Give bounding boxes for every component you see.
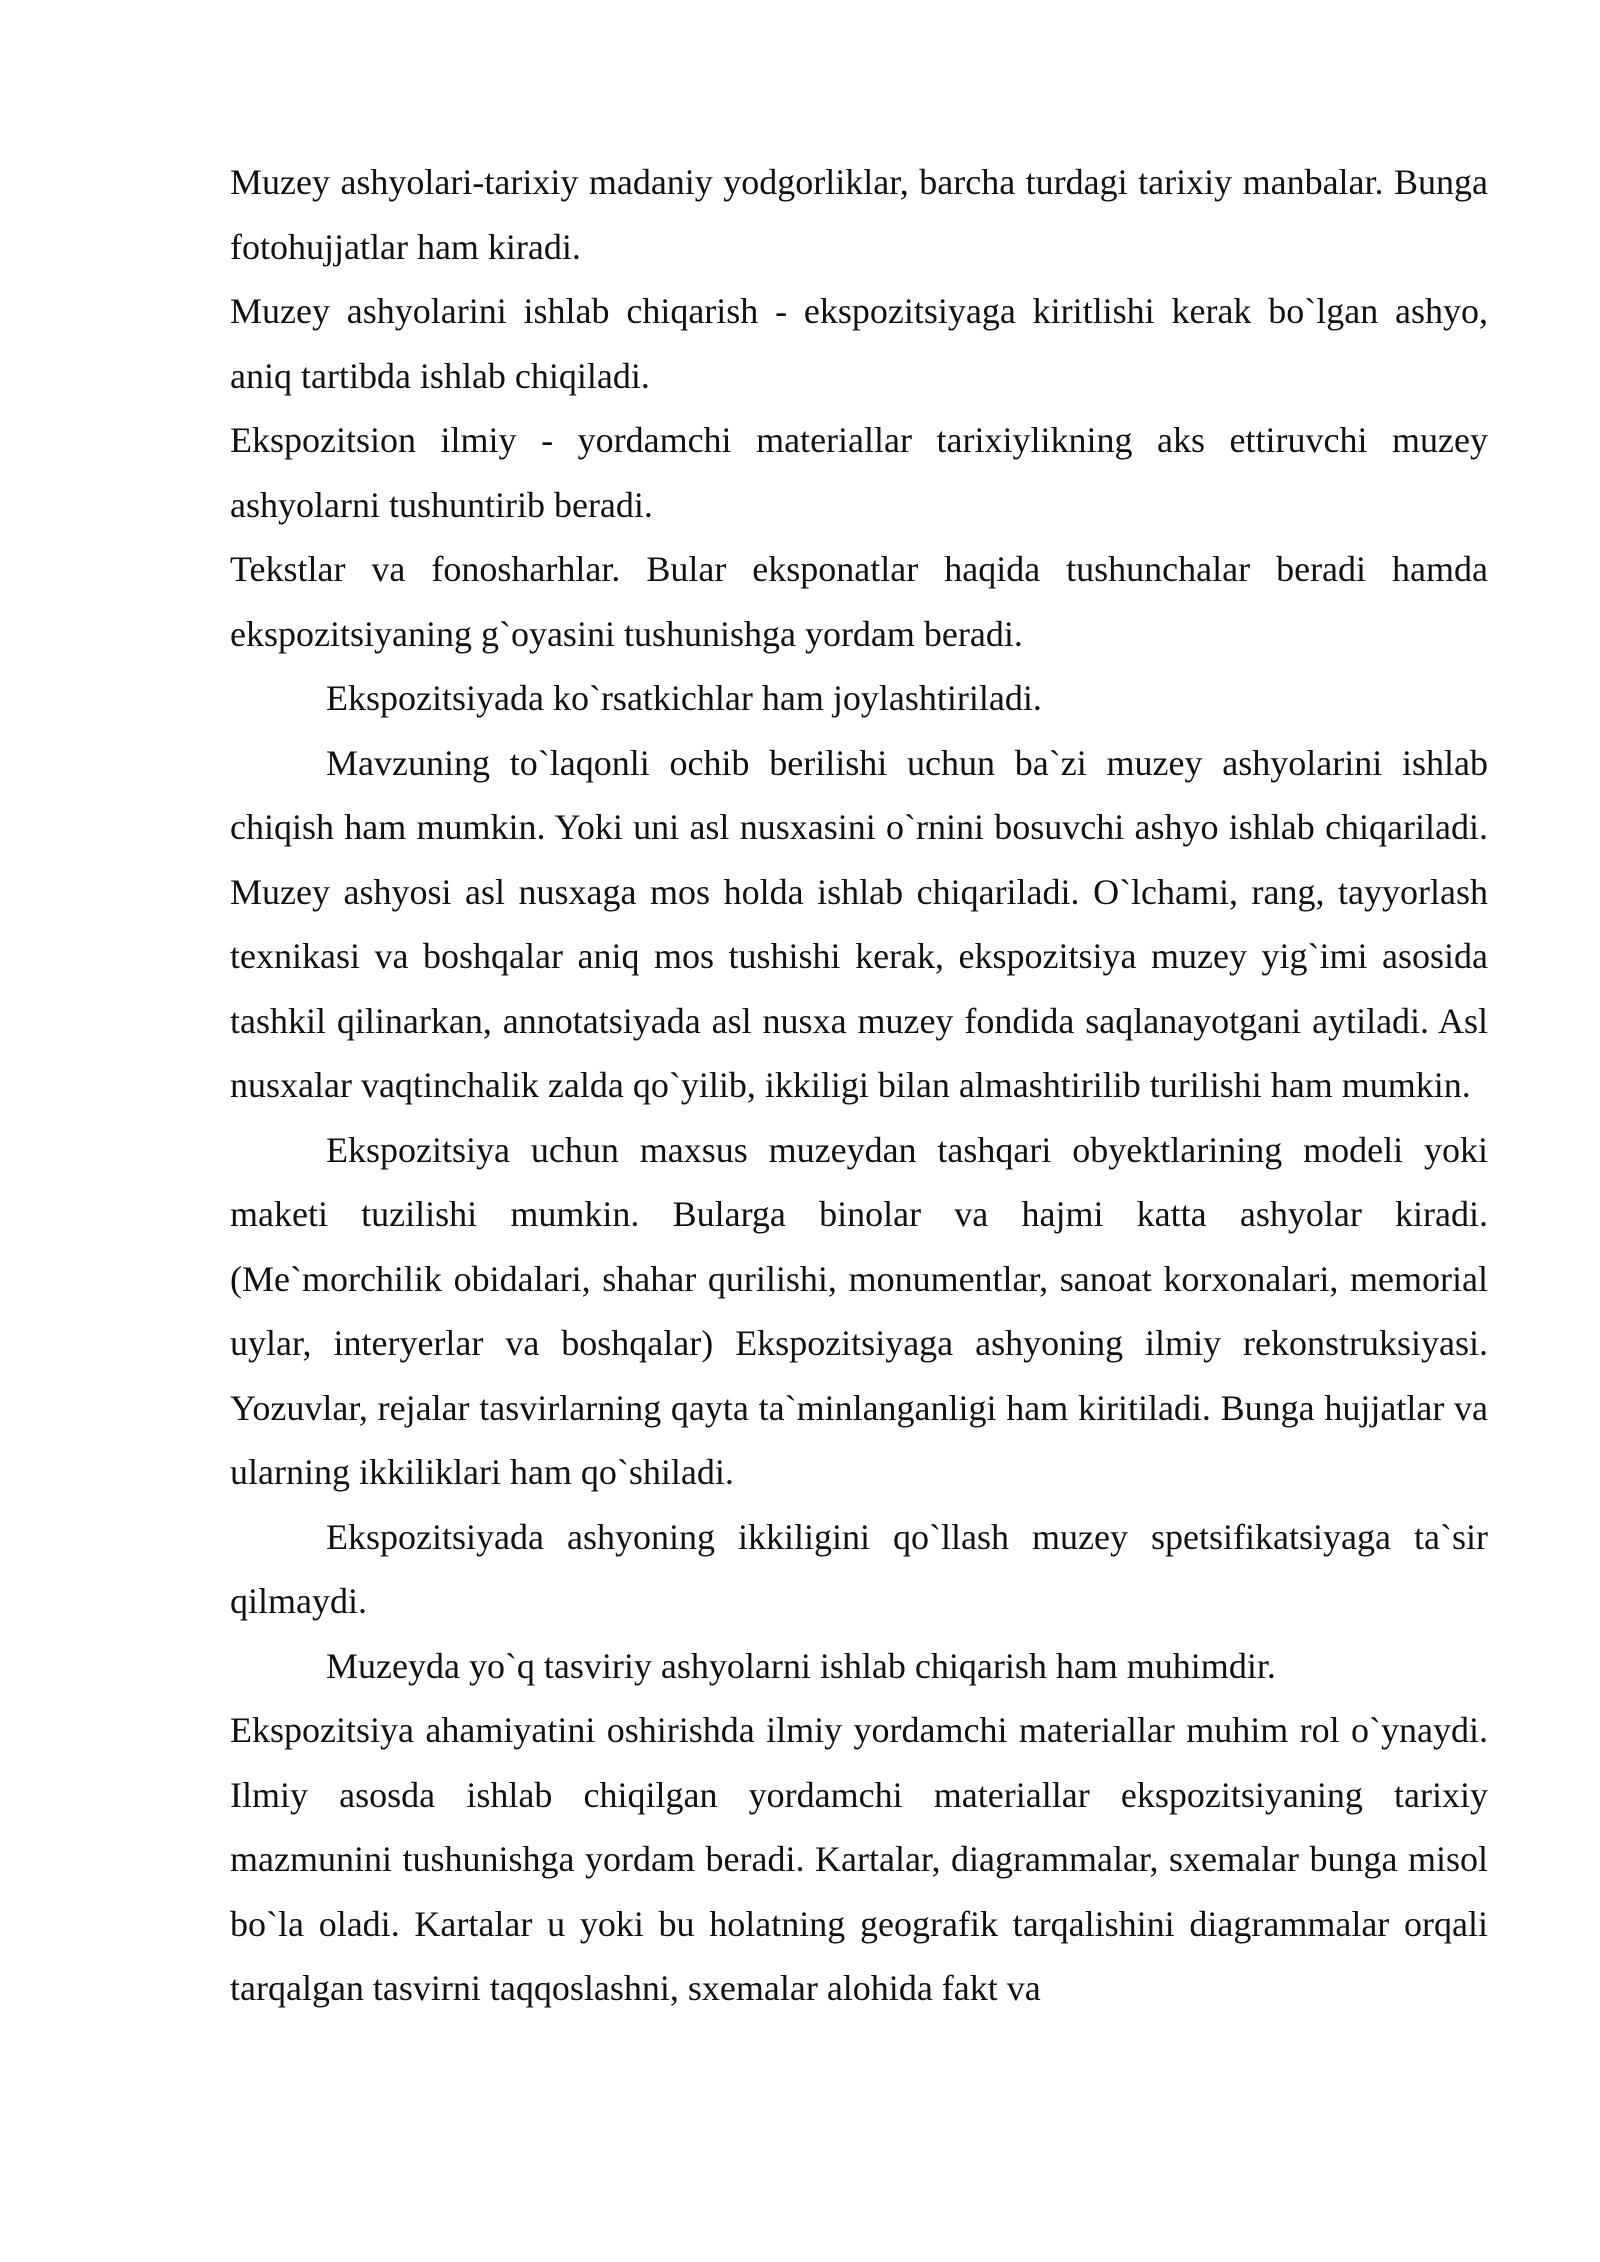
paragraph-8: Ekspozitsiyada ashyoning ikkiligini qo`llash muzey spetsifikatsiyaga ta`sir qilmaydi. [230,1516,1488,1621]
paragraph-7: Ekspozitsiya uchun maxsus muzeydan tashqari obyektlarining modeli yoki maketi tuzilishi mumkin. Bularga binolar va hajmi katta ashyolar kiradi. (Me`morchilik obidalari, shahar qurilishi, monumentlar, sanoat korxonalari, memorial uylar, interyerlar va boshqalar) Ekspozitsiyaga ashyoning ilmiy rekonstruksiyasi. Yozuvlar, rejalar tasvirlarning qayta ta`minlanganligi ham kiritiladi. Bunga hujjatlar va ularning ikkiliklari ham qo`shiladi. [230,1129,1488,1492]
paragraph-4: Tekstlar va fonosharhlar. Bular eksponatlar haqida tushunchalar beradi hamda ekspozitsiyaning g`oyasini tushunishga yordam beradi. [230,549,1488,654]
paragraph-1: Muzey ashyolari-tarixiy madaniy yodgorliklar, barcha turdagi tarixiy manbalar. Bunga fotohujjatlar ham kiradi. [230,162,1488,267]
document-page [230,150,1488,2021]
paragraph-9: Muzeyda yo`q tasviriy ashyolarni ishlab chiqarish ham muhimdir. [326,1645,1276,1686]
paragraph-10: Ekspozitsiya ahamiyatini oshirishda ilmiy yordamchi materiallar muhim rol o`ynaydi. Ilmiy asosda ishlab chiqilgan yordamchi materiallar ekspozitsiyaning tarixiy mazmunini tushunishga yordam beradi. Kartalar, diagrammalar, sxemalar bunga misol bo`la oladi. Kartalar u yoki bu holatning geografik tarqalishini diagrammalar orqali tarqalgan tasvirni taqqoslashni, sxemalar alohida fakt va [230,1710,1488,2008]
paragraph-6: Mavzuning to`laqonli ochib berilishi uchun ba`zi muzey ashyolarini ishlab chiqish ham mumkin. Yoki uni asl nusxasini o`rnini bosuvchi ashyo ishlab chiqariladi. Muzey ashyosi asl nusxaga mos holda ishlab chiqariladi. O`lchami, rang, tayyorlash texnikasi va boshqalar aniq mos tushishi kerak, ekspozitsiya muzey yig`imi asosida tashkil qilinarkan, annotatsiyada asl nusxa muzey fondida saqlanayotgani aytiladi. Asl nusxalar vaqtinchalik zalda qo`yilib, ikkiligi bilan almashtirilib turilishi ham mumkin. [230,742,1488,1105]
paragraph-2: Muzey ashyolarini ishlab chiqarish - ekspozitsiyaga kiritlishi kerak bo`lgan ashyo, aniq tartibda ishlab chiqiladi. [230,291,1488,396]
paragraph-5: Ekspozitsiyada ko`rsatkichlar ham joylashtiriladi. [326,678,1042,718]
paragraph-3: Ekspozitsion ilmiy - yordamchi materiallar tarixiylikning aks ettiruvchi muzey ashyolarni tushuntirib beradi. [230,420,1488,525]
